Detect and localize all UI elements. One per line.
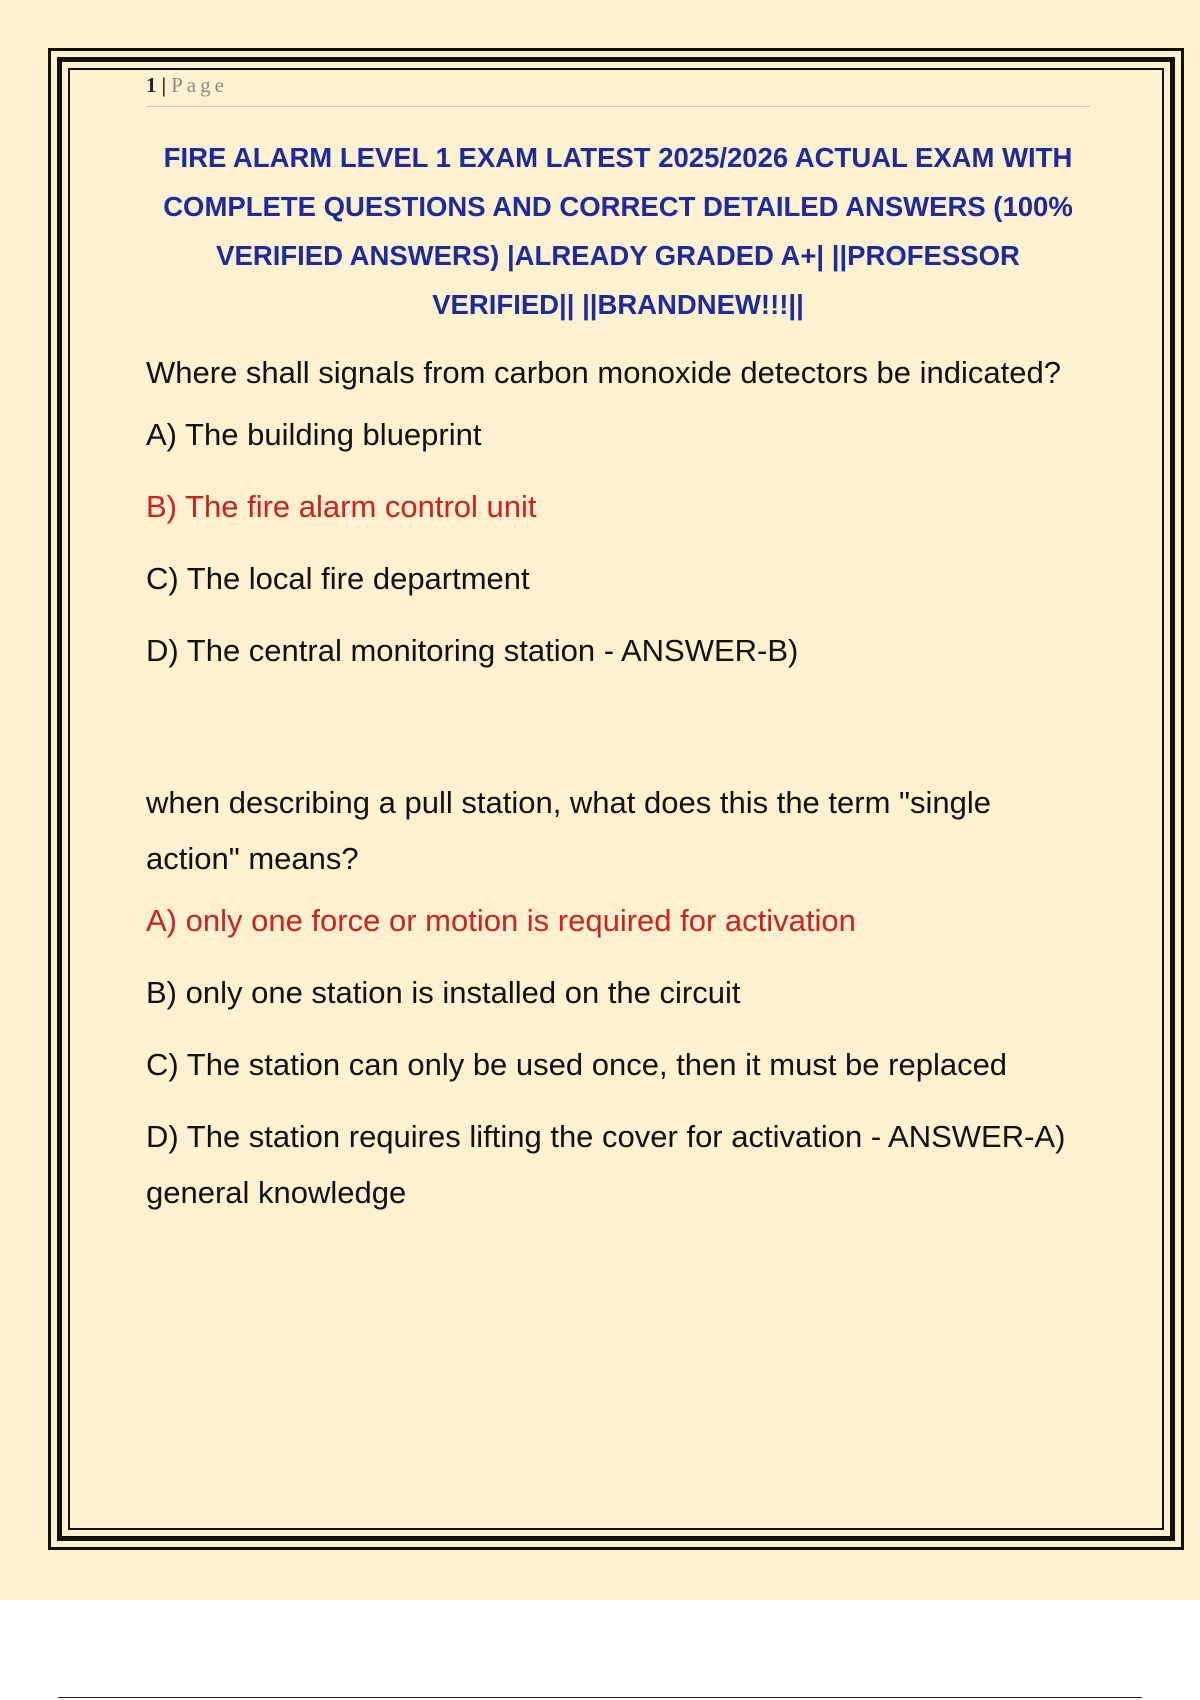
question-1-option-a: A) The building blueprint	[146, 417, 482, 452]
question-2-option-c: C) The station can only be used once, then it must be replaced	[146, 1047, 1008, 1082]
page-header	[146, 70, 1090, 107]
page-content	[146, 70, 1090, 1221]
page-separator: |	[161, 73, 167, 97]
question-1-option-c: C) The local fire department	[146, 561, 530, 596]
question-2-option-d: D) The station requires lifting the cover for activation - ANSWER-A) general knowledge	[146, 1119, 1066, 1210]
question-2-text: when describing a pull station, what does this the term "single action" means?	[146, 785, 992, 876]
question-1-option-d: D) The central monitoring station - ANSWER-B)	[146, 633, 799, 668]
footer-divider	[58, 1697, 1142, 1698]
question-2-option-b: B) only one station is installed on the circuit	[146, 975, 741, 1010]
page-number: 1	[146, 73, 157, 97]
document-title: FIRE ALARM LEVEL 1 EXAM LATEST 2025/2026 ACTUAL EXAM WITH COMPLETE QUESTIONS AND CORRECT DETAILED ANSWERS (100% VERIFIED ANSWERS) |ALREADY GRADED A+| ||PROFESSOR VERIFIED|| ||BRANDNEW!!!||	[163, 142, 1073, 320]
question-1-option-b-correct: B) The fire alarm control unit	[146, 489, 537, 524]
page-label: Page	[171, 73, 228, 97]
question-1-text: Where shall signals from carbon monoxide detectors be indicated?	[146, 355, 1061, 390]
question-2-option-a-correct: A) only one force or motion is required for activation	[146, 903, 856, 938]
